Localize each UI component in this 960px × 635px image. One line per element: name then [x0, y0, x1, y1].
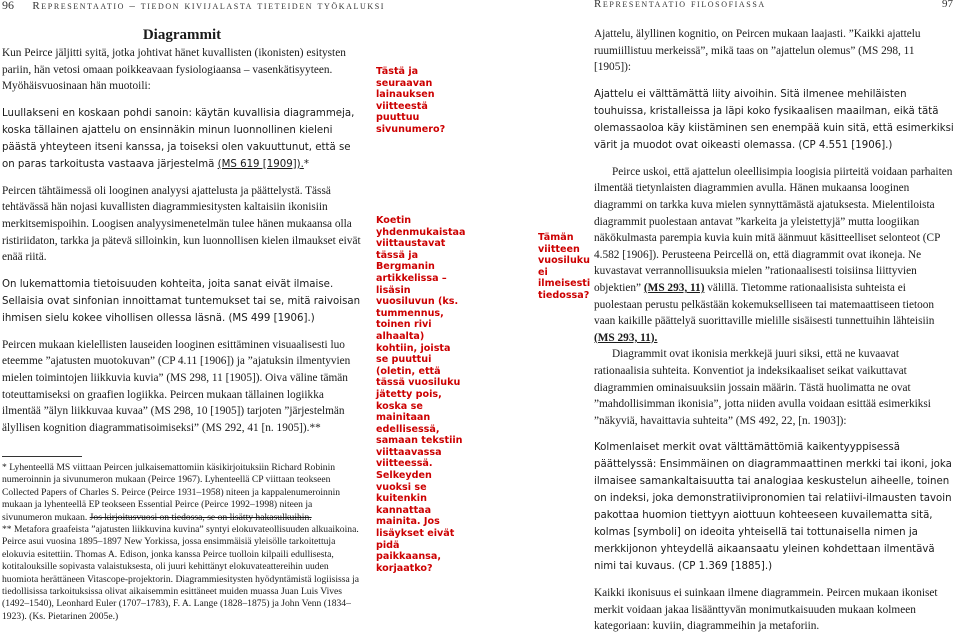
left-quote-2: On lukemattomia tietoisuuden kohteita, joita sanat eivät ilmaise. Sellaisia ovat sinfonian innoittamat tuntemukset tai se, mitä raivoisan ihmisen sielu kokee vihollisen ollessa läsnä. (MS 499 [1906].): [2, 278, 361, 324]
right-paragraph-1: Ajattelu, älyllinen kognitio, on Peircen mukaan laajasti. ”Kaikki ajattelu ruumiillistuu merkeissä”, mikä taas on ”ajattelun olemus” (MS 298, 11 [1905]):: [594, 28, 921, 74]
footnote-2: ** Metafora graafeista ”ajatusten liikkuvina kuvina” syntyi elokuvateollisuuden alkuaikoina. Peirce asui vuosina 1895–1897 New Yorkissa, jossa ensimmäisiä yleisölle tarkoitettuja elokuvia esitettiin. Thomas A. Edison, jonka kanssa Peirce tuolloin kilpaili edullisesta, kotitalouksille sopivasta valaistuksesta, oli juuri kehittänyt elokuvateattereihin uuden huomiota herättäneen Vitascope-projektorin. Diagrammiesitysten hyödyntämistä logiisissa ja tiedollisissa tarkoituksissa olivat aikaisemmin esittäneet muiden muassa Juan Luis Vives (1492–1540), Leonhard Euler (1707–1783), F. A. Lange (1828–1875) ja John Venn (1834–1923). (Ks. Pietarinen 2005e.): [2, 524, 360, 622]
right-paragraph-2b: välillä. Tietomme rationaalisista suhteista ei puolestaan perustu pelkästään kokemukselliseen tai matemaattiseen tietoon vaan kaikille päättelyä suorittaville mielille sisäisesti tunnettuihin lähteisiin: [594, 281, 935, 328]
right-paragraph-2a: Peirce uskoi, että ajattelun oleellisimpia loogisia piirteitä voidaan parhaiten ilmentää tietynlaisten diagrammien avulla. Hänen mukaansa looginen diagrammi on tarkka kuva mielen synnyttämästä ajatuksesta. Mielentiloista diagrammit puolestaan antavat ”karkeita ja yleistettyjä” mutta loogiikan näkökulmasta parempia kuvia kuin mitä äänmuut käsitteelliset selonteot (CP 4.582 [1906]). Perusteena Peircellä on, että diagrammit ovat ikoneja. Ne kuvastavat verrannollisuuksia mielen ”rationaalisesti toisiinsa liittyvien objektien”: [594, 165, 953, 294]
right-paragraph-3: Diagrammit ovat ikonisia merkkejä juuri siksi, että ne kuvaavat rationaalisia suhteita. Konventiot ja indeksikaaliset seikat vaikuttavat diagrammien ominaisuuksiin jossain määrin. Tästä huolimatta ne ovat ”mahdollisimman ikonisia”, jotta niiden avulla voidaan esittää esimerkiksi ”näkyviä, havaittavia suhteita” (MS 492, 22, [n. 1903]):: [594, 348, 931, 427]
margin-note-1: Tästä ja seuraavan lainauksen viitteestä puuttuu sivunumero?: [376, 66, 446, 135]
running-head-right-title: Representaatio filosofiassa: [594, 0, 766, 10]
left-paragraph-3: Peircen mukaan kielellisten lauseiden looginen esittäminen visuaalisesti luo eteemme ”ajatusten muotokuvan” (CP 4.11 [1906]) ja ”ajatuksin ilmentyvien mielen toimintojen liikkuvia kuvia” (MS 298, 11 [1905]). Oiva väline tämän toteuttamiseksi on graafien logiikka. Peircen mukaan tällainen logiikka ilmentää ”älyn liikkuvaa kuvaa” (MS 298, 10 [1905]) tarjoten ”järjestelmän älyllisen kognition diagrammatisoimiseksi” (MS 292, 41 [n. 1905]).**: [2, 338, 351, 434]
running-head-right: [594, 0, 766, 10]
margin-note-2: Koetin yhdenmukaistaa viittaustavat tässä ja Bergmanin artikkelissa – lisäsin vuosiluvun (ks. tummennus, toinen rivi alhaalta) kohtiin, joista se puuttui (oletin, että tässä vuosiluku jätetty pois, koska se mainitaan edellisessä, samaan tekstiin viittaavassa viitteessä. Selkeyden vuoksi se kuitenkin kannattaa mainita. Jos lisäykset eivät pidä paikkaansa, korjaatko?: [376, 215, 466, 574]
right-paragraph-2-ref1: (MS 293, 11): [643, 281, 705, 294]
footnote-1: [2, 462, 362, 524]
footnote-1-tail: Jos kirjoitusvuosi on tiedossa, se on lisätty hakasulkuihin.: [89, 511, 312, 523]
right-page: [480, 0, 960, 633]
footnote-rule: [2, 456, 82, 457]
left-quote-1: [2, 105, 362, 173]
page-number-right: 97: [942, 0, 953, 10]
right-quote-1: Ajattelu ei välttämättä liity aivoihin. Sitä ilmenee mehiläisten touhuissa, kristalleissa ja läpi koko fysikaalisen maailman, eikä tätä olemassaoloa käy kiistäminen sen enempää kuin sitä, että esimerkiksi värit ja muodot ovat oikeasti olemassa. (CP 4.551 [1906].): [594, 88, 954, 151]
left-quote-1-ref: (MS 619 [1909]).: [217, 158, 304, 170]
left-quote-1-text: Luullakseni en koskaan pohdi sanoin: käytän kuvallisia diagrammeja, koska tällainen ajattelu on ensinnäkin minun luonnollinen kieleni päästä yhteyteen itseni kanssa, ja toiseksi olen vakuuttunut, että se on paras tarkoitusta vastaava järjestelmä: [2, 107, 355, 170]
left-paragraph-1: Kun Peirce jäljitti syitä, jotka johtivat hänet kuvallisten (ikonisten) esitysten pariin, hän vetosi omaan poikkeavaan fysiologiaansa – vasenkätisyyteen. Myöhäisvuosinaan hän muotoili:: [2, 47, 346, 93]
section-heading: Diagrammit: [142, 27, 222, 43]
right-paragraph-2: [594, 164, 954, 347]
margin-note-3: Tämän viitteen vuosiluku ei ilmeisesti tiedossa?: [538, 232, 591, 301]
footnote-1-text: * Lyhenteellä MS viittaan Peircen julkaisemattomiin käsikirjoituksiin Richard Robinin numeroinnin ja sivunumeron mukaan (Peirce 1967). Lyhenteellä CP viittaan teokseen Collected Papers of Charles S. Peirce (Peirce 1931–1958) niteen ja kappalenumeroinnin mukaan ja lyhenteellä EP teokseen Essential Peirce (Peirce 1992–1998) niteen ja sivunumeron mukaan.: [2, 462, 341, 523]
page-number-right-wrap: [942, 0, 953, 10]
right-main-text: [594, 26, 954, 635]
left-paragraph-2: Peircen tähtäimessä oli looginen analyysi ajattelusta ja päättelystä. Tässä tehtävässä hän nojasi kuvallisten diagrammiesitysten kaltaisiin ikonisiin merkitsemispoihin. Loogisen analyysimenetelmän tulee hänen mukaansa olla ristiriidaton, tarkka ja pätevä silloinkin, kun luonnollisen kielen ilmaukset eivät enää riitä.: [2, 184, 361, 264]
left-page: [0, 0, 480, 622]
left-main-text: [2, 26, 362, 436]
running-head-left-title: Representaatio – tiedon kivijalasta tieteiden työkaluksi: [32, 0, 386, 12]
right-paragraph-4: Kaikki ikonisuus ei suinkaan ilmene diagrammein. Peircen mukaan ikoniset merkit voidaan jakaa lisäänttyvän monimutkaisuuden mukaan kolmeen kategoriaan: kuviin, diagrammeihin ja metaforiin.: [594, 587, 938, 633]
right-quote-2: Kolmenlaiset merkit ovat välttämättömiä kaikentyyppisessä päättelyssä: Ensimmäinen on diagrammaattinen merkki tai ikoni, joka ilmaisee samankaltaisuutta tai analogiaa keskustelun aiheelle, toinen on indeksi, joka demonstratiivipronomien tai relatiivi-ilmausten tavoin pakottaa huomion tiettyyn aiottuun kohteeseen kuvailematta sitä, kolmas [symboli] on ideoita yhteisellä tai tottunaisella nimen ja merkkijonon yhteydellä aikaansaatu yleinen kohdettaan ilmentävä nimi tai kuvaus. (CP 1.369 [1885].): [594, 442, 952, 573]
left-quote-1-mark: *: [303, 158, 309, 170]
right-paragraph-2-ref2: (MS 293, 11).: [594, 331, 658, 344]
footnotes: [2, 462, 362, 623]
page-number-left: 96: [2, 0, 14, 12]
running-head-left: [2, 0, 385, 13]
